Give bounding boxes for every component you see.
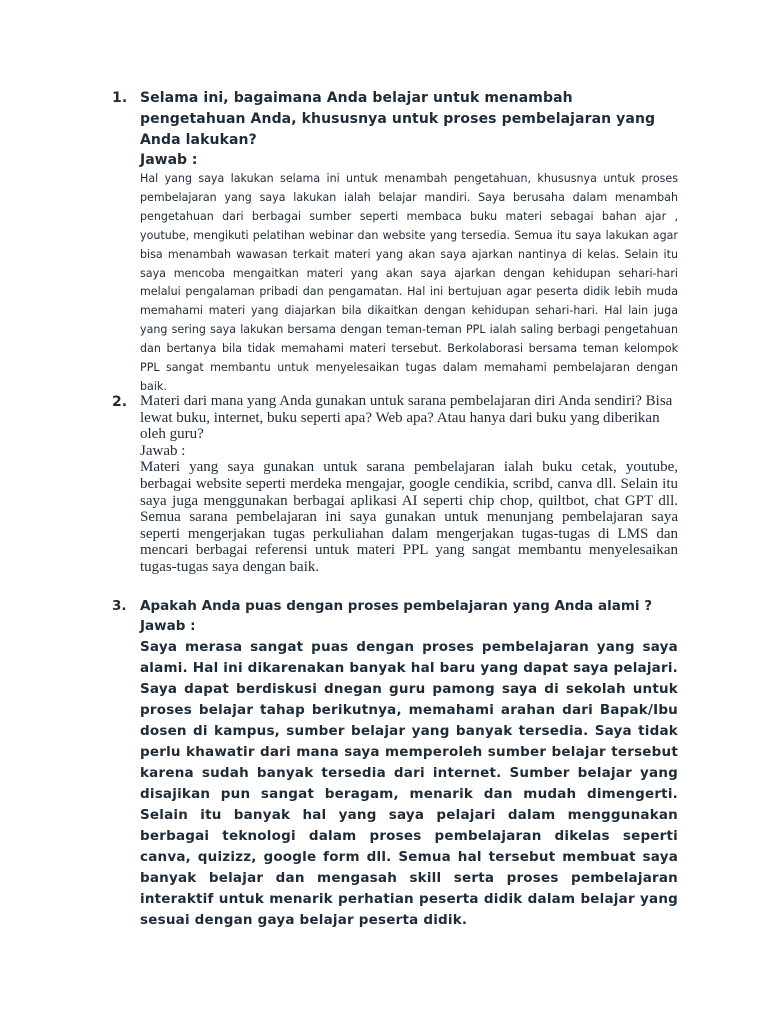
question-number-3: 3.: [112, 598, 127, 614]
question-content-1: [140, 88, 678, 397]
question-item-3: [112, 597, 678, 931]
answer-label-3: Jawab :: [140, 618, 196, 634]
question-number-2: 2.: [112, 394, 128, 410]
question-number-1: 1.: [112, 90, 128, 106]
question-content-2: [140, 393, 678, 576]
question-text-2: Materi dari mana yang Anda gunakan untuk sarana pembelajaran diri Anda sendiri? Bisa lewat buku, internet, buku seperti apa? Web apa? Atau hanya dari buku yang diberikan oleh guru?: [140, 393, 673, 443]
question-item-1: [112, 88, 678, 397]
answer-text-3: Saya merasa sangat puas dengan proses pembelajaran yang saya alami. Hal ini dikarenakan banyak hal baru yang dapat saya pelajari. Saya dapat berdiskusi dnegan guru pamong saya di sekolah untuk proses belajar tahap berikutnya, memahami arahan dari Bapak/Ibu dosen di kampus, sumber belajar yang banyak tersedia. Saya tidak perlu khawatir dari mana saya memperoleh sumber belajar tersebut karena sudah banyak tersedia dari internet. Sumber belajar yang disajikan pun sangat beragam, menarik dan mudah dimengerti. Selain itu banyak hal yang saya pelajari dalam menggunakan berbagai teknologi dalam proses pembelajaran dikelas seperti canva, quizizz, google form dll. Semua hal tersebut membuat saya banyak belajar dan mengasah skill serta proses pembelajaran interaktif untuk menarik perhatian peserta didik dalam belajar yang sesuai dengan gaya belajar peserta didik.: [140, 639, 678, 928]
question-text-3: Apakah Anda puas dengan proses pembelajaran yang Anda alami ?: [140, 598, 653, 614]
answer-label-1: Jawab :: [140, 152, 198, 168]
answer-text-1: Hal yang saya lakukan selama ini untuk menambah pengetahuan, khususnya untuk proses pembelajaran yang saya lakukan ialah belajar mandiri. Saya berusaha dalam menambah pengetahuan dari berbagai sumber seperti membaca buku materi sebagai bahan ajar , youtube, mengikuti pelatihan webinar dan website yang tersedia. Semua itu saya lakukan agar bisa menambah wawasan terkait materi yang akan saya ajarkan nantinya di kelas. Selain itu saya mencoba mengaitkan materi yang akan saya ajarkan dengan kehidupan sehari-hari melalui pengalaman pribadi dan pengamatan. Hal ini bertujuan agar peserta didik lebih muda memahami materi yang diajarkan bila dikaitkan dengan kehidupan sehari-hari. Hal lain juga yang sering saya lakukan bersama dengan teman-teman PPL ialah saling berbagi pengetahuan dan bertanya bila tidak memahami materi tersebut. Berkolaborasi bersama teman kelompok PPL sangat membantu untuk menyelesaikan tugas dalam memahami pembelajaran dengan baik.: [140, 172, 678, 393]
question-text-1: Selama ini, bagaimana Anda belajar untuk menambah pengetahuan Anda, khususnya untuk proses pembelajaran yang Anda lakukan?: [140, 90, 656, 148]
answer-text-2: Materi yang saya gunakan untuk sarana pembelajaran ialah buku cetak, youtube, berbagai website seperti merdeka mengajar, google cendikia, scribd, canva dll. Selain itu saya juga menggunakan berbagai aplikasi AI seperti chip chop, quiltbot, chat GPT dll. Semua sarana pembelajaran ini saya gunakan untuk menunjang pembelajaran saya seperti mengerjakan tugas perkuliahan dalam mengerjakan tugas-tugas di LMS dan mencari berbagai referensi untuk materi PPL yang sangat membantu menyelesaikan tugas-tugas saya dengan baik.: [140, 459, 678, 575]
question-item-2: [112, 393, 678, 576]
answer-label-2: Jawab :: [140, 442, 186, 459]
question-content-3: [140, 597, 678, 931]
